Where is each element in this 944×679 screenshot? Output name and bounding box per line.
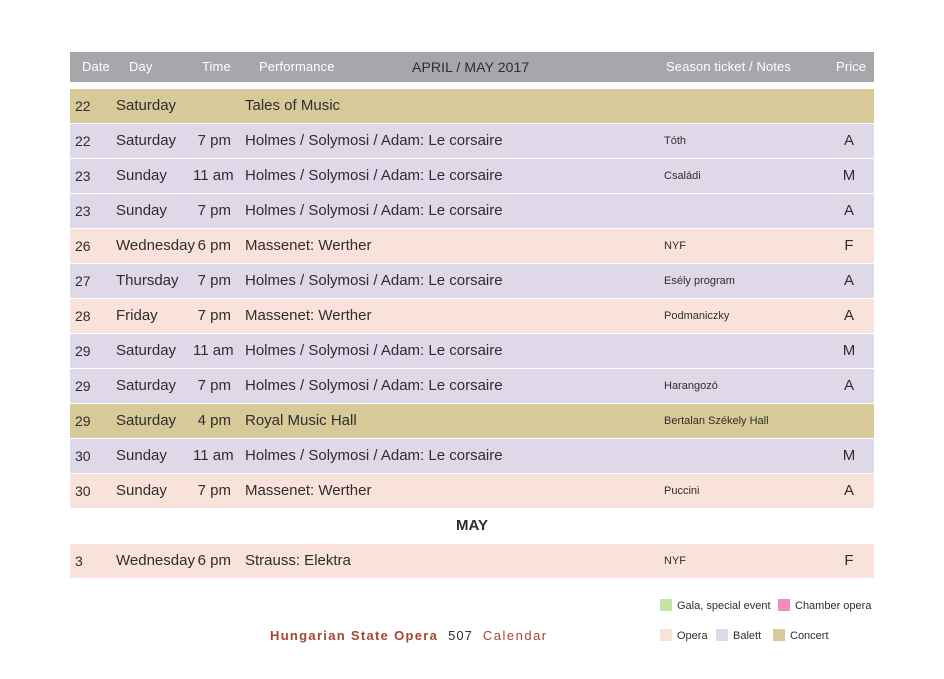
cell-time: 11 am [193,342,234,359]
may-rows [70,544,874,579]
cell-time: 7 pm [197,307,231,324]
cell-price: M [842,447,856,464]
cell-date: 23 [75,203,91,219]
col-header-day: Day [129,59,153,74]
cell-performance: Holmes / Solymosi / Adam: Le corsaire [245,377,503,394]
cell-date: 22 [75,133,91,149]
footer-org: Hungarian State Opera [270,628,439,643]
table-row [70,404,874,439]
table-header [70,52,874,82]
cell-day: Sunday [116,167,167,184]
table-row [70,159,874,194]
gala-swatch [660,599,672,611]
cell-note: NYF [664,240,686,252]
cell-note: Bertalan Székely Hall [664,415,769,427]
legend-concert: Concert [773,629,829,642]
cell-date: 23 [75,168,91,184]
cell-date: 28 [75,308,91,324]
page-number: 507 [448,628,473,643]
footer-section: Calendar [482,628,548,643]
cell-time: 11 am [193,167,234,184]
table-row [70,194,874,229]
cell-performance: Strauss: Elektra [245,552,351,569]
cell-day: Thursday [116,272,179,289]
legend-gala: Gala, special event [660,599,771,612]
page-footer [270,628,548,643]
cell-price: A [843,377,854,394]
table-row [70,474,874,509]
cell-day: Wednesday [116,552,195,569]
cell-performance: Holmes / Solymosi / Adam: Le corsaire [245,447,503,464]
cell-day: Saturday [116,132,177,149]
table-row [70,229,874,264]
cell-time: 7 pm [197,272,231,289]
cell-price: A [843,202,854,219]
cell-performance: Massenet: Werther [245,482,372,499]
cell-time: 6 pm [197,552,231,569]
col-header-date: Date [82,59,110,74]
cell-day: Wednesday [116,237,195,254]
table-row [70,299,874,334]
legend-ballet: Balett [716,629,761,642]
table-row [70,264,874,299]
legend-chamber-opera: Chamber opera [778,599,871,612]
cell-day: Saturday [116,97,177,114]
cell-performance: Holmes / Solymosi / Adam: Le corsaire [245,342,503,359]
cell-date: 30 [75,483,91,499]
cell-time: 4 pm [197,412,231,429]
cell-performance: Tales of Music [245,97,341,114]
cell-day: Friday [116,307,158,324]
cell-date: 27 [75,273,91,289]
cell-date: 26 [75,238,91,254]
cell-date: 30 [75,448,91,464]
cell-performance: Holmes / Solymosi / Adam: Le corsaire [245,132,503,149]
col-header-notes: Season ticket / Notes [666,59,791,74]
table-row [70,89,874,124]
table-title: APRIL / MAY 2017 [412,59,530,75]
cell-day: Saturday [116,342,177,359]
col-header-time: Time [202,59,231,74]
cell-price: M [842,167,856,184]
cell-price: F [844,237,854,254]
legend-opera: Opera [660,629,708,642]
cell-note: NYF [664,555,686,567]
cell-time: 6 pm [197,237,231,254]
cell-performance: Holmes / Solymosi / Adam: Le corsaire [245,202,503,219]
cell-note: Podmaniczky [664,310,730,322]
cell-day: Sunday [116,202,167,219]
april-rows [70,89,874,509]
cell-date: 3 [75,553,83,569]
cell-date: 29 [75,413,91,429]
table-row [70,439,874,474]
cell-price: A [843,272,854,289]
col-header-performance: Performance [259,59,335,74]
cell-performance: Holmes / Solymosi / Adam: Le corsaire [245,272,503,289]
calendar-table [70,52,874,579]
cell-day: Saturday [116,412,177,429]
table-row [70,334,874,369]
cell-time: 7 pm [197,482,231,499]
table-row [70,124,874,159]
cell-performance: Royal Music Hall [245,412,357,429]
ballet-swatch [716,629,728,641]
cell-time: 11 am [193,447,234,464]
cell-date: 22 [75,98,91,114]
cell-date: 29 [75,378,91,394]
cell-performance: Holmes / Solymosi / Adam: Le corsaire [245,167,503,184]
cell-day: Sunday [116,482,167,499]
cell-day: Sunday [116,447,167,464]
cell-performance: Massenet: Werther [245,237,372,254]
cell-time: 7 pm [197,132,231,149]
concert-swatch [773,629,785,641]
cell-date: 29 [75,343,91,359]
cell-time: 7 pm [197,202,231,219]
cell-performance: Massenet: Werther [245,307,372,324]
cell-note: Tóth [664,135,687,147]
cell-price: A [843,307,854,324]
col-header-price: Price [836,59,867,74]
cell-note: Puccini [664,485,700,497]
cell-note: Esély program [664,275,735,287]
cell-price: M [842,342,856,359]
table-row [70,544,874,579]
cell-note: Családi [664,170,701,182]
chamber-opera-swatch [778,599,790,611]
cell-time: 7 pm [197,377,231,394]
opera-swatch [660,629,672,641]
month-divider-may: MAY [70,509,874,544]
cell-note: Harangozó [664,380,718,392]
cell-price: F [844,552,854,569]
cell-price: A [843,482,854,499]
table-row [70,369,874,404]
cell-price: A [843,132,854,149]
cell-day: Saturday [116,377,177,394]
